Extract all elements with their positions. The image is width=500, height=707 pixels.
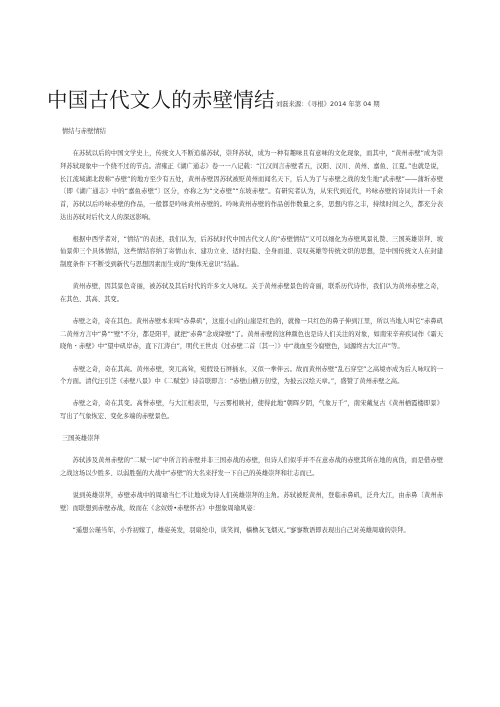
document-title: 中国古代文人的赤壁情结 — [47, 88, 275, 112]
paragraph-5: 赤壁之奇，奇在其高。黄州赤壁，突兀高耸，宛假设石屏插水，又似一拳伴云。故而黄州赤壁“乱石穿空”之高境亦成为后人咏叹的一个方面。清代汪引芝《赤壁八景》中《二赋堂》诗首联即言：“赤壁山横万仞堂，为披云汉绘天章。”，盛赞了黄州赤壁之高。 — [60, 365, 443, 386]
paragraph-9-quote: “遥想公瑾当年，小乔初嫁了，雄姿英发，羽扇纶巾，谈笑间，樯橹灰飞烟灭。”寥寥数语即表现出自己对英雄周瑜的崇拜。 — [72, 526, 410, 534]
paragraph-1: 在苏轼以后的中国文学史上，传统文人不断追慕苏轼，崇拜苏轼，成为一种有趣味且有意味的文化现象，而其中，“黄州赤壁”成为崇拜苏轼现象中一个绕不过的节点。清雍正《湖广通志》卷一一八记载：“江汉间言赤壁者五，汉阳、汉川、黄州、嘉鱼、江夏。”也就是说，长江流域湖北段称“赤壁”的地方至少有五处，黄州赤壁因苏轼被贬黄州而闻名天下，后人为了与赤壁之战的发生地“武赤壁”——蒲圻赤壁〔即《湖广通志》中的“嘉鱼赤壁”〕区分，亦称之为“文赤壁”“东坡赤壁”。有研究者认为，从宋代到近代，吟咏赤壁的诗词共计一千余首，苏轼以后吟咏赤壁的作品，一般都是吟咏黄州赤壁的。吟咏黄州赤壁的作品创作数量之多，思想内容之丰，持续时间之久，都充分表达出苏轼对后代文人的深远影响。 — [60, 150, 443, 221]
paragraph-6: 赤壁之奇，奇在其变。高誉赤壁，与大江相表里，与云雾相映衬，使得此地“朝晖夕阴，气象万千”，南宋戴复古《黄州栖霞楼即景》写出了气象恢宏、变化多端的赤壁景色。 — [60, 400, 443, 420]
title-row — [47, 81, 467, 113]
section-heading-2: 三国英雄崇拜 — [61, 435, 100, 443]
paragraph-2: 根据中西学者对，“情结”的表述，我们认为，后苏轼时代中国古代文人的“赤壁情结”又可以细化为赤壁风景礼赞、三国英雄崇拜、坡仙景仰三个具体情结，这些情结容纳了寄情山水、建功立业、适时归隐、全身而退、哀叹英雄等传统文织的思想，是中国传统文人在封建制度条件下不断受到新代与思想因素而生成的“集体无意识”结晶。 — [60, 235, 443, 269]
document-source: 刘磊来源：《寻根》2014 年第 04 期 — [275, 100, 380, 108]
document-body — [60, 126, 443, 537]
paragraph-7: 苏轼涉及黄州赤壁的“二赋一词”中所言的赤壁并非三国赤战的赤壁，但诗人们似乎并不在意赤战的赤壁其所在地的真伪，而是借赤壁之战这场以少胜多、以弱胜强的大战中“赤壁”的大名来抒发一下自己的英雄崇拜和壮志而已。 — [60, 457, 443, 477]
paragraph-3: 黄州赤壁，因其景色奇丽，被苏轼及其后时代的许多文人咏叹。关于黄州赤壁景色的奇丽，联系历代诗作，我们认为黄州赤壁之奇，在其色、其高、其变。 — [60, 283, 443, 303]
section-heading-1: 情结与赤壁情结 — [61, 128, 106, 135]
paragraph-8: 说到英雄崇拜，赤壁赤战中的周瑜当仁不让地成为诗人们英雄崇拜的主角。苏轼被贬黄州，登临赤鼻矶，泛舟大江，由赤鼻〔黄州赤壁〕而联想到赤壁赤战，故而在《念奴娇•赤壁怀古》中想象周瑜风姿： — [60, 491, 443, 512]
paragraph-4: 赤壁之奇，奇在其色。黄州赤壁本来叫“赤鼻矶”，这座小山的山崖是红色的，就像一只红色的鼻子伸到江里，所以当地人叫它“赤鼻矶二黄州方言中“鼻”“壁”不分，都是阳平，就把“赤鼻”念成绛壁”了。黄州赤壁的这种颜色也是诗人们关注的对象，如南宋辛弃疾词作《霜天晓角・赤壁》中“望中矶岸赤，直下江涛白”，明代王世贞《过赤壁二首〔其一〕》中“战血至今腐壁色，词源终古大江声”等。 — [60, 318, 443, 351]
